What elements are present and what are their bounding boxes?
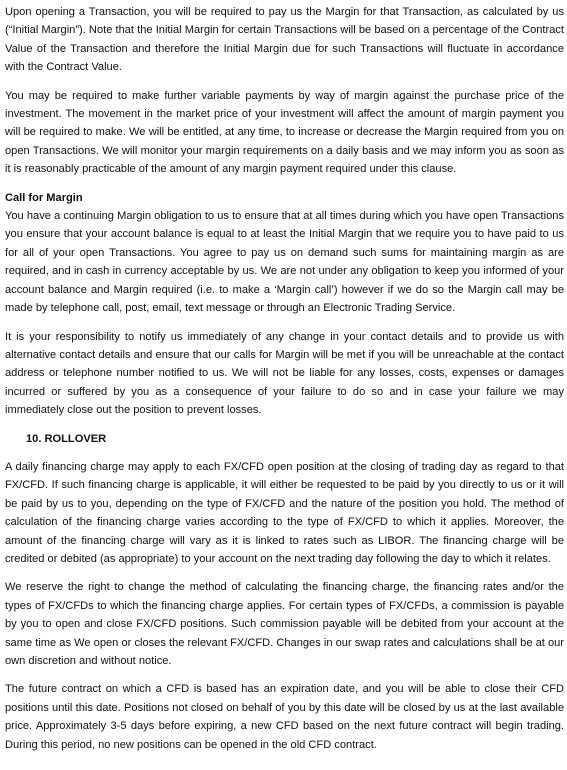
paragraph-initial-margin: Upon opening a Transaction, you will be required to pay us the Margin for that Transaction, as calculated by us (“Initial Margin”). Note that the Initial Margin for certain Transactions will be based on a percentage of the Contract Value of the Transaction and therefore the Initial Margin due for such Transactions will fluctuate in accordance with the Contract Value. <box>5 6 564 74</box>
document-page <box>5 3 564 754</box>
paragraph-financing-charge: A daily financing charge may apply to each FX/CFD open position at the closing of trading day as regard to that FX/CFD. If such financing charge is applicable, it will either be requested to be paid by you directly to us or it will be paid by us to you, depending on the type of FX/CFD and the nature of the position you hold. The method of calculation of the financing charge varies according to the type of FX/CFD to which it applies. Moreover, the amount of the financing charge will vary as it is linked to rates such as LIBOR. The financing charge will be credited or debited (as appropriate) to your account on the next trading day following the day to which it relates. <box>5 460 564 565</box>
paragraph-call-for-margin: You have a continuing Margin obligation to us to ensure that at all times during which you have open Transactions you ensure that your account balance is equal to at least the Initial Margin that we require you to have paid to us for all of your open Transactions. You agree to pay us on demand such sums for maintaining margin as are required, and in cash in currency acceptable by us. We are not under any obligation to keep you informed of your account balance and Margin required (i.e. to make a ‘Margin call’) however if we do so the Margin call may be made by telephone call, post, email, text message or through an Electronic Trading Service. <box>5 210 564 315</box>
paragraph-financing-method: We reserve the right to change the method of calculating the financing charge, the financing rates and/or the types of FX/CFDs to which the financing charge applies. For certain types of FX/CFDs, a commission is payable by you to open and close FX/CFD positions. Such commission payable will be debited from your account at the same time as We open or closes the relevant FX/CFD. Changes in our swap rates and calculations shall be at our own discretion and without notice. <box>5 581 564 667</box>
paragraph-variable-payments: You may be required to make further variable payments by way of margin against the purchase price of the investment. The movement in the market price of your investment will affect the amount of margin payment you will be required to make. We will be entitled, at any time, to increase or decrease the Margin required from you on open Transactions. We will monitor your margin requirements on a daily basis and we may inform you as soon as it is reasonably practicable of the amount of any margin payment required under this clause. <box>5 89 564 176</box>
paragraph-contact-details: It is your responsibility to notify us immediately of any change in your contact details and to provide us with alternative contact details and ensure that our calls for Margin will be met if you will be unreachable at the contact address or telephone number notified to us. We will not be liable for any losses, costs, expenses or damages incurred or suffered by you as a consequence of your failure to do so and in case your failure we may immediately close out the position to prevent losses. <box>5 330 564 417</box>
heading-rollover: 10. ROLLOVER <box>26 432 107 445</box>
paragraph-future-contract: The future contract on which a CFD is based has an expiration date, and you will be able to close their CFD positions until this date. Positions not closed on behalf of you by this date will be closed by us at the last available price. Approximately 3-5 days before expiring, a new CFD based on the next future contract will begin trading. During this period, no new positions can be opened in the old CFD contract. <box>5 683 564 751</box>
heading-call-for-margin: Call for Margin <box>5 191 83 204</box>
